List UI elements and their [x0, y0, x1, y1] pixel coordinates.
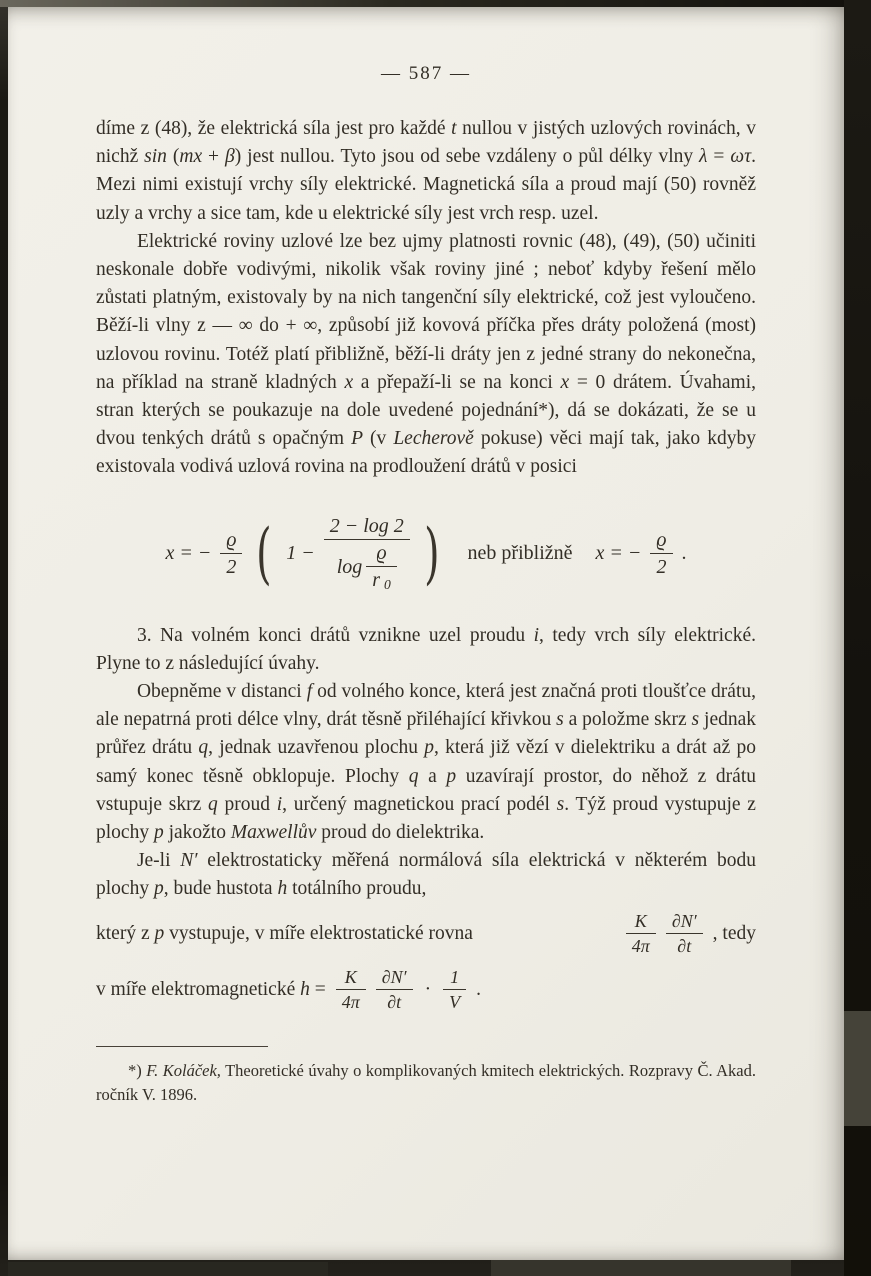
subscript-zero: 0 — [384, 576, 391, 592]
denominator — [366, 567, 397, 592]
denominator: 2 — [226, 555, 237, 578]
book-page — [8, 7, 844, 1260]
fraction-1-over-V — [443, 967, 466, 1012]
numerator: ∂N′ — [381, 966, 407, 987]
inline-formula-electromagnetic — [96, 967, 481, 1012]
scan-artifact — [491, 1260, 791, 1276]
formula-rhs: x = − — [595, 542, 642, 565]
fraction-rho-over-2 — [220, 529, 242, 579]
page-number: — 587 — — [381, 63, 471, 84]
formula-lhs: x = − — [165, 542, 212, 565]
fraction-K-over-4pi — [626, 911, 656, 956]
denominator: V — [449, 991, 461, 1012]
scan-artifact — [8, 1262, 328, 1276]
footnote-text: *) F. Koláček, Theoretické úvahy o komplikovaných kmitech elektrických. Rozpravy Č. Akad. ročník V. 1896. — [96, 1060, 756, 1104]
fraction-dN-over-dt — [666, 911, 703, 956]
text-column — [8, 115, 844, 1107]
log-symbol: log — [336, 555, 363, 578]
numerator: K — [634, 910, 647, 931]
line-text: který z p vystupuje, v míře elektrostatické rovna — [96, 922, 473, 944]
display-formula: x = − $\frac{ϱ}{2}$ ( 1 − 2 − log 2 log ϱ r 0 ) neb přibližně x = − $\frac{ϱ}{2}$ . — [165, 514, 687, 592]
fraction-log — [324, 515, 410, 592]
numerator: 1 — [450, 966, 460, 987]
scan-artifact — [844, 1011, 871, 1126]
numerator: ϱ — [226, 528, 237, 551]
numerator: 2 − log 2 — [329, 515, 404, 538]
denominator: 2 — [656, 555, 667, 578]
formula-one-minus: 1 − — [286, 542, 315, 565]
scan-edge-top — [0, 0, 871, 7]
denominator: ∂t — [387, 991, 402, 1012]
multiplication-dot: · — [424, 978, 432, 1000]
denominator — [331, 540, 403, 592]
line-lead: v míře elektromagnetické h = — [96, 978, 326, 1000]
line-period: . — [476, 978, 481, 1000]
paragraph-nodal-planes: Elektrické roviny uzlové lze bez ujmy platnosti rovnic (48), (49), (50) učiniti neskonale dobře vodivými, nikolik však roviny jiné ; neboť kdyby řešení mělo zůstati platným, existovaly by na nich tangenční síly elektrické, což jest vyloučeno. Běží-li vlny z — ∞ do + ∞, způsobí již kovová příčka přes dráty položená (most) uzlovou rovinu. Totéž platí přibližně, běží-li dráty jen z jedné strany do nekonečna, na příklad na straně kladných x a přepaží-li se na konci x = 0 drátem. Úvahami, stran kterých se poukazuje na dole uvedené pojednání*), dá se dokázati, že se u dvou tenkých drátů s opačným P (v Lecherově pokuse) věci mají tak, jako kdyby existovala vodivá uzlová rovina na prodloužení drátů v posici — [96, 230, 756, 478]
fraction-rho-over-2-approx — [650, 529, 672, 579]
formula-period: . — [681, 542, 687, 565]
fraction-K-over-4pi — [336, 967, 366, 1012]
line-tail: , tedy — [712, 922, 756, 944]
inline-formula-electrostatic — [626, 911, 756, 956]
numerator: ϱ — [656, 528, 667, 551]
electrostatic-measure-line — [96, 908, 756, 960]
paragraph-section-3: 3. Na volném konci drátů vznikne uzel proudu i, tedy vrch síly elektrické. Plyne to z následující úvahy. — [96, 624, 756, 674]
paragraph-surface-integral: Obepněme v distanci f od volného konce, která jest značná proti tloušťce drátu, ale nepatrná proti délce vlny, drát těsně přiléhající křivkou s a položme skrz s jednak průřez drátu q, jednak uzavřenou plochu p, která již vězí v dielektriku a drát až po samý konec těsně obklopuje. Plochy q a p uzavírají prostor, do něhož z drátu vstupuje skrz q proud i, určený magnetickou prací podél s. Týž proud vystupuje z plochy p jakožto Maxwellův proud do dielektrika. — [96, 681, 757, 844]
r-symbol: r — [372, 569, 381, 592]
paragraph-continuation: díme z (48), že elektrická síla jest pro každé t nullou v jistých uzlových rovinách, v nichž sin (mx + β) jest nullou. Tyto jsou od sebe vzdáleny o půl délky vlny λ = ωτ. Mezi nimi existují vrchy síly elektrické. Magnetická síla a proud mají (50) rovněž uzly a vrchy a sice tam, kde u elektrické síly jest vrch resp. uzel. — [96, 118, 756, 224]
denominator: 4π — [341, 991, 360, 1012]
fraction-rho-over-r0 — [366, 542, 397, 592]
paragraph-normal-force: Je-li N′ elektrostaticky měřená normálová síla elektrická v některém bodu plochy p, bude hustota h totálního proudu, — [96, 850, 757, 900]
numerator: ∂N′ — [671, 910, 697, 931]
numerator: ϱ — [376, 542, 387, 565]
denominator: ∂t — [677, 935, 692, 956]
footnote-separator — [96, 1046, 268, 1047]
electromagnetic-measure-line — [96, 964, 756, 1016]
denominator: 4π — [631, 935, 650, 956]
fraction-dN-over-dt — [376, 967, 413, 1012]
formula-connector: neb přibližně — [467, 542, 573, 565]
numerator: K — [344, 966, 357, 987]
